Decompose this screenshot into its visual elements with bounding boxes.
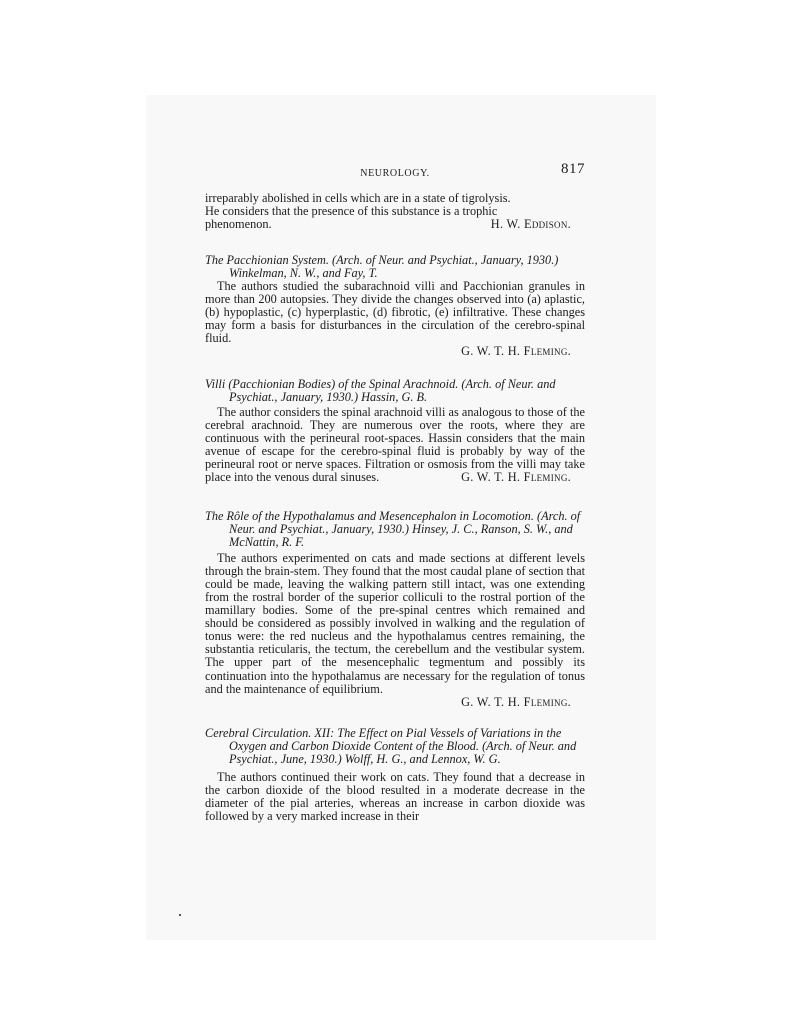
article-heading: Cerebral Circulation. XII: The Effect on Pial Vessels of Variations in the Oxygen and Carbon Dioxide Content of the Blood. (Arch. of Neur. and Psychiat., June, 1930.) Wolff, H. G., and Lennox, W. G.: [205, 725, 577, 766]
continuation-closing: [205, 218, 585, 231]
running-title: NEUROLOGY.: [360, 168, 430, 179]
journal-page: [205, 163, 585, 823]
continuation-line: irreparably abolished in cells which are in a state of tigrolysis.: [205, 191, 511, 205]
article: [205, 510, 585, 709]
signature: H. W. Eddison.: [490, 217, 571, 232]
article: [205, 727, 585, 823]
article-body: The author considers the spinal arachnoid villi as analogous to those of the cerebral arachnoid. They are numerous over the roots, where they are continuous with the perineural root-spaces. Hassin considers that the main avenue of escape for the cerebro-spinal fluid is probably by way of the perineural root or nerve spaces. Filtration or osmosis from the villi may take place into the venous dural sinuses.: [205, 404, 585, 484]
running-header: [205, 163, 585, 183]
continuation-line: He considers that the presence of this substance is a trophic: [205, 204, 498, 219]
article-heading: The Rôle of the Hypothalamus and Mesencephalon in Locomotion. (Arch. of Neur. and Psychiat., January, 1930.) Hinsey, J. C., Ranson, S. W., and McNattin, R. F.: [205, 508, 581, 550]
article-body: The authors experimented on cats and made sections at different levels through the brain-stem. They found that the most caudal plane of section that could be made, leaving the walking pattern still intact, was one extending from the rostral border of the superior colliculi to the rostral portion of the mamillary bodies. Some of the pre-spinal centres which remained and should be considered as possibly involved in walking and the regulation of tonus were: the red nucleus and the hypothalamus centres remaining, the substantia reticularis, the tectum, the cerebellum and the vestibular system. The upper part of the mesencephalic tegmentum and possibly its continuation into the hypothalamus are necessary for the regulation of tonus and the maintenance of equilibrium.: [205, 551, 585, 696]
signature: G. W. T. H. Fleming.: [461, 694, 571, 709]
article-body: The authors studied the subarachnoid villi and Pacchionian granules in more than 200 autopsies. They divide the changes observed into (a) aplastic, (b) hypoplastic, (c) hyperplastic, (d) fibrotic, (e) infiltrative. These changes may form a basis for disturbances in the circulation of the cerebro-spinal fluid.: [205, 279, 585, 346]
article: [205, 254, 585, 358]
signature: G. W. T. H. Fleming.: [461, 469, 571, 484]
signature: G. W. T. H. Fleming.: [461, 344, 571, 359]
article: [205, 378, 585, 484]
article-heading: The Pacchionian System. (Arch. of Neur. and Psychiat., January, 1930.) Winkelman, N. W., and Fay, T.: [205, 253, 559, 281]
page-number: 817: [561, 161, 585, 177]
continuation-last-line: phenomenon.: [205, 217, 272, 232]
scan-speck: [179, 914, 181, 916]
article-body: The authors continued their work on cats. They found that a decrease in the carbon dioxide of the blood resulted in a moderate decrease in the diameter of the pial arteries, whereas an increase in carbon dioxide was followed by a very marked increase in their: [205, 769, 585, 823]
article-heading: Villi (Pacchionian Bodies) of the Spinal Arachnoid. (Arch. of Neur. and Psychiat., January, 1930.) Hassin, G. B.: [205, 376, 556, 404]
